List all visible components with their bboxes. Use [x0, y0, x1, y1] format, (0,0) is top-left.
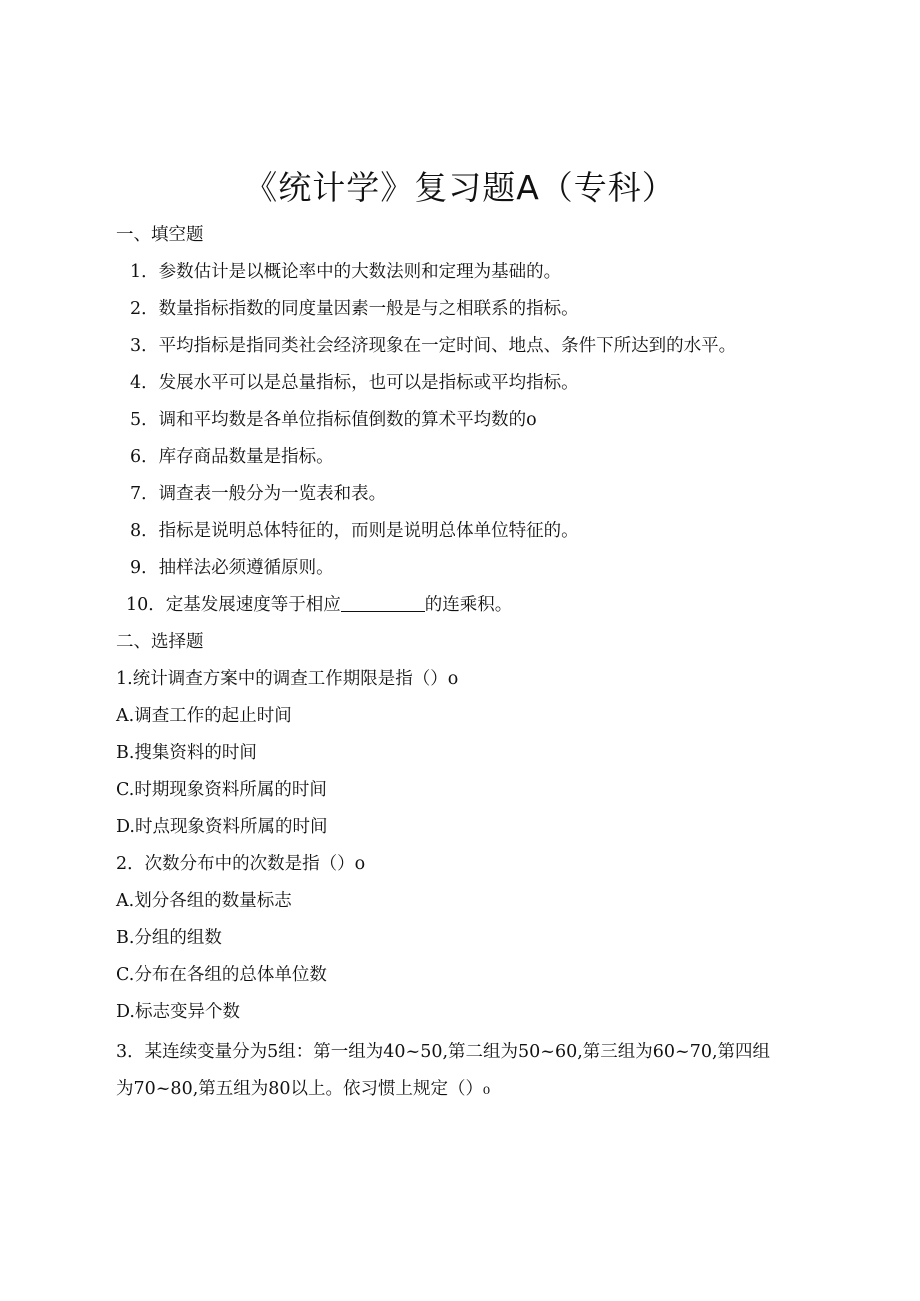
choice-question-2-stem: 2．次数分布中的次数是指（）o [116, 854, 366, 874]
choice-question-2-option-a: A.划分各组的数量标志 [116, 891, 292, 911]
choice-question-1-option-b: B.搜集资料的时间 [116, 743, 257, 763]
fill-blank-question-1: 1．参数估计是以概论率中的大数法则和定理为基础的。 [130, 262, 562, 282]
fill-blank-question-9: 9．抽样法必须遵循原则。 [130, 558, 334, 578]
fill-blank-question-2: 2．数量指标指数的同度量因素一般是与之相联系的指标。 [130, 299, 579, 319]
document-title: 《统计学》复习题A（专科） [244, 168, 676, 207]
fill-blank-question-3: 3．平均指标是指同类社会经济现象在一定时间、地点、条件下所达到的水平。 [130, 336, 737, 356]
choice-question-1-option-d: D.时点现象资料所属的时间 [116, 817, 328, 837]
fill-blank-question-10-after: 的连乘积。 [424, 595, 513, 615]
fill-blank-question-5: 5．调和平均数是各单位指标值倒数的算术平均数的o [130, 410, 537, 430]
choice-question-1-stem: 1.统计调查方案中的调查工作期限是指（）o [116, 669, 459, 689]
choice-question-3-stem-line-1: 3．某连续变量分为5组：第一组为40~50,第二组为50~60,第三组为60~70,第四组 [116, 1042, 771, 1062]
answer-blank-underline [341, 593, 425, 612]
choice-question-2-option-c: C.分布在各组的总体单位数 [116, 965, 327, 985]
section-heading-fill-blank: 一、填空题 [116, 225, 204, 245]
choice-question-1-option-c: C.时期现象资料所属的时间 [116, 780, 327, 800]
choice-question-1-option-a: A.调查工作的起止时间 [116, 706, 292, 726]
fill-blank-question-10-before: 10．定基发展速度等于相应 [126, 595, 341, 615]
fill-blank-question-4: 4．发展水平可以是总量指标，也可以是指标或平均指标。 [130, 373, 579, 393]
fill-blank-question-7: 7．调查表一般分为一览表和表。 [130, 484, 387, 504]
fill-blank-question-10 [126, 593, 512, 617]
fill-blank-question-6: 6．库存商品数量是指标。 [130, 447, 334, 467]
choice-question-3-stem-line-2: 为70~80,第五组为80以上。依习惯上规定（）₀ [116, 1079, 491, 1099]
choice-question-2-option-d: D.标志变异个数 [116, 1002, 240, 1022]
choice-question-2-option-b: B.分组的组数 [116, 928, 222, 948]
section-heading-multiple-choice: 二、选择题 [116, 632, 204, 652]
fill-blank-question-8: 8．指标是说明总体特征的，而则是说明总体单位特征的。 [130, 521, 579, 541]
